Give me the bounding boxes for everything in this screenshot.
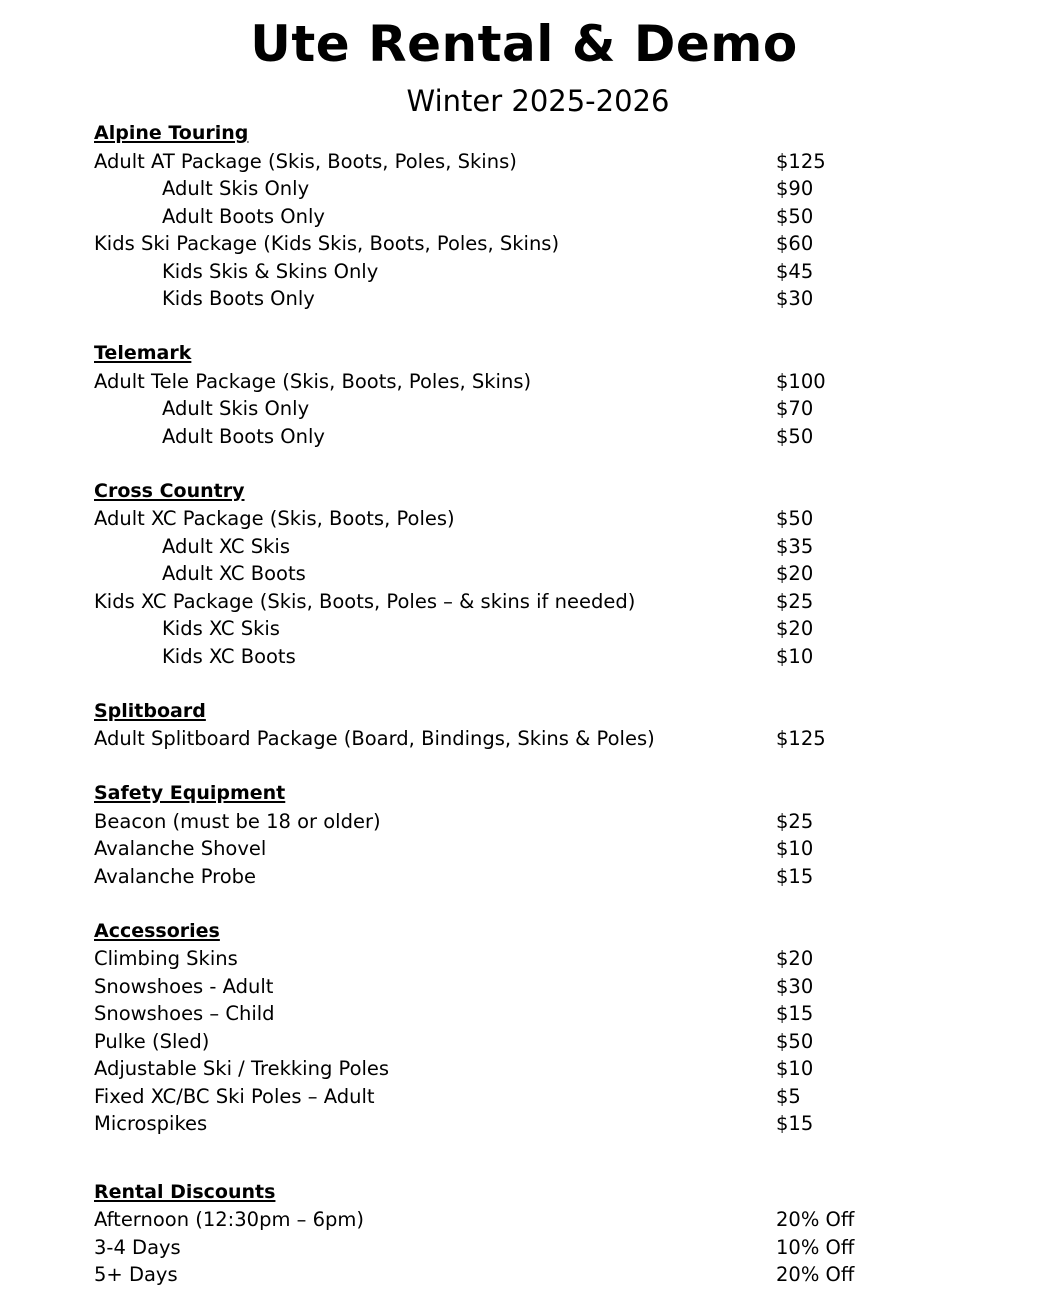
list-item [94,835,974,863]
item-name: Snowshoes - Adult [94,974,274,998]
item-name: Adult Splitboard Package (Board, Bindings, Skins & Poles) [94,727,655,750]
list-item [94,1000,974,1028]
item-price: $15 [776,1002,814,1025]
item-name: Adult Skis Only [162,397,310,420]
item-price: $25 [776,589,814,613]
list-item [94,725,974,753]
list-item [94,560,974,588]
list-item [94,863,974,891]
section-heading: Splitboard [94,699,206,722]
list-item [94,1261,974,1289]
item-name: Adjustable Ski / Trekking Poles [94,1057,390,1080]
item-price: $10 [776,644,814,668]
item-list [94,148,974,313]
item-list [94,808,974,891]
item-price: $60 [776,232,814,255]
item-name: Avalanche Probe [94,864,256,888]
item-price: $50 [776,204,814,228]
section-splitboard [94,698,974,753]
item-name: 3-4 Days [94,1235,181,1259]
list-item [94,505,974,533]
section-cross-country [94,478,974,671]
item-price: $15 [776,1112,814,1135]
list-item [94,643,974,671]
list-item [94,945,974,973]
list-item [94,808,974,836]
list-item [94,588,974,616]
item-price: 20% Off [776,1263,855,1286]
list-item [94,973,974,1001]
section-heading: Alpine Touring [94,122,249,144]
section-heading: Safety Equipment [94,782,286,804]
section-heading: Accessories [94,919,220,942]
page-title: Ute Rental & Demo [250,15,798,73]
item-price: $30 [776,287,814,310]
item-list [94,945,974,1138]
item-price: $20 [776,947,814,970]
item-price: $35 [776,534,814,558]
list-item [94,368,974,396]
item-name: 5+ Days [94,1263,178,1286]
page-subtitle: Winter 2025-2026 [406,84,670,118]
item-name: Adult XC Skis [162,534,290,558]
item-name: Kids XC Skis [162,617,280,640]
list-item [94,148,974,176]
item-name: Snowshoes – Child [94,1002,275,1025]
item-name: Adult Boots Only [162,424,325,448]
section-alpine-touring [94,120,974,313]
item-name: Adult Boots Only [162,204,325,228]
item-name: Avalanche Shovel [94,837,267,860]
list-item [94,615,974,643]
list-item [94,1028,974,1056]
item-price: 10% Off [776,1235,855,1259]
list-item [94,230,974,258]
item-list [94,725,974,753]
item-name: Kids Ski Package (Kids Skis, Boots, Poles, Skins) [94,232,560,255]
list-item [94,258,974,286]
list-item [94,1206,974,1234]
item-price: $25 [776,809,814,833]
item-name: Beacon (must be 18 or older) [94,809,381,833]
list-item [94,533,974,561]
item-name: Climbing Skins [94,947,238,970]
item-name: Afternoon (12:30pm – 6pm) [94,1208,364,1231]
section-telemark [94,340,974,450]
item-name: Kids Skis & Skins Only [162,259,379,283]
list-item [94,423,974,451]
item-price: $15 [776,864,814,888]
section-rental-discounts [94,1179,974,1289]
price-list [94,120,974,1289]
item-price: $10 [776,1057,814,1080]
item-price: $30 [776,974,814,998]
item-name: Adult Tele Package (Skis, Boots, Poles, Skins) [94,369,532,393]
item-name: Fixed XC/BC Ski Poles – Adult [94,1084,375,1108]
item-price: $50 [776,424,814,448]
list-item [94,203,974,231]
item-price: $50 [776,1029,814,1053]
section-accessories [94,918,974,1138]
item-price: $90 [776,177,814,200]
item-name: Kids Boots Only [162,287,315,310]
item-name: Kids XC Boots [162,644,296,668]
item-price: $70 [776,397,814,420]
item-name: Pulke (Sled) [94,1029,210,1053]
section-heading: Cross Country [94,479,245,502]
item-name: Adult Skis Only [162,177,310,200]
section-heading: Telemark [94,342,192,364]
item-price: $125 [776,727,826,750]
item-name: Microspikes [94,1112,208,1135]
item-price: $50 [776,507,814,530]
list-item [94,1055,974,1083]
list-item [94,1110,974,1138]
item-price: $5 [776,1084,801,1108]
item-list [94,505,974,670]
item-name: Adult XC Package (Skis, Boots, Poles) [94,507,455,530]
item-price: $125 [776,149,826,173]
list-item [94,1234,974,1262]
item-price: $20 [776,617,814,640]
list-item [94,395,974,423]
item-price: 20% Off [776,1208,855,1231]
section-safety-equipment [94,780,974,890]
item-name: Kids XC Package (Skis, Boots, Poles – & skins if needed) [94,589,636,613]
item-name: Adult AT Package (Skis, Boots, Poles, Skins) [94,149,517,173]
item-list [94,368,974,451]
item-list [94,1206,974,1289]
item-price: $45 [776,259,814,283]
item-name: Adult XC Boots [162,562,306,585]
section-heading: Rental Discounts [94,1180,276,1203]
list-item [94,175,974,203]
item-price: $10 [776,837,814,860]
list-item [94,1083,974,1111]
list-item [94,285,974,313]
item-price: $20 [776,562,814,585]
item-price: $100 [776,369,826,393]
